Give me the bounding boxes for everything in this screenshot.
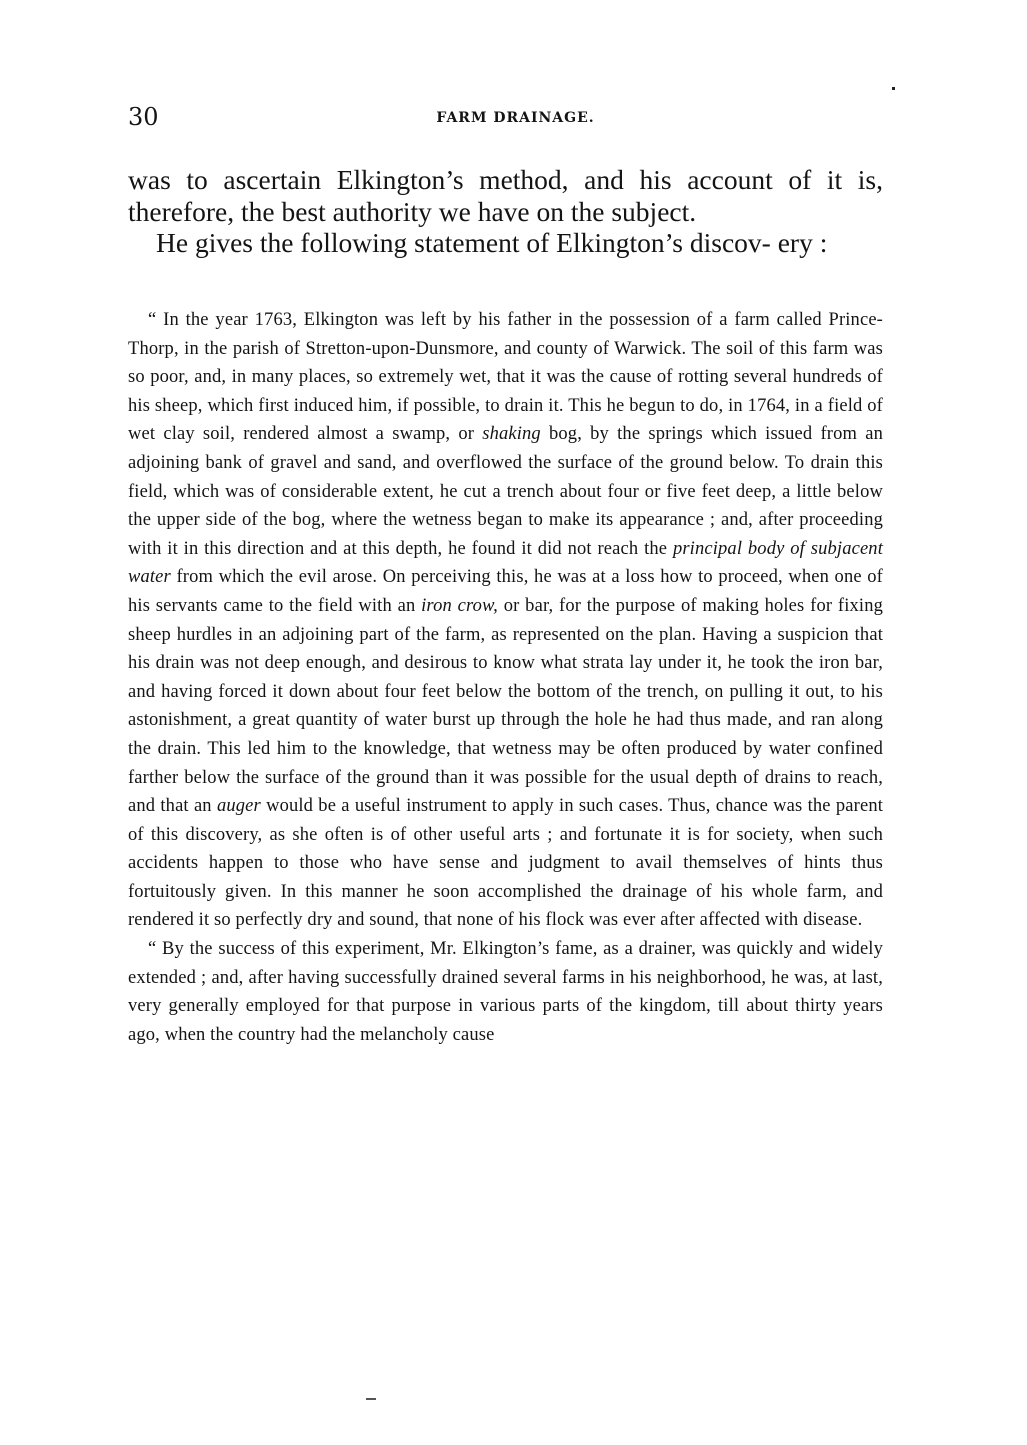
- page-header: [128, 100, 883, 134]
- quote-text: bog, by the springs which issued from an adjoining bank of gravel and sand, and overflowed the surface of the ground below. To drain this field, which was of considerable extent, he cut a trench about four or five feet deep, a little below the upper side of the bog, where the wetness began to make its appearance ; and, after proceeding with it in this direction and at this depth, he found it did not reach the: [128, 424, 883, 559]
- quote-text: “ In the year 1763, Elkington was left by his father in the possession of a farm called Prince-Thorp, in the parish of Stretton-upon-Dunsmore, and county of Warwick. The soil of this farm was so poor, and, in many places, so extremely wet, that it was the cause of rotting several hundreds of his sheep, which first induced him, if possible, to drain it. This he begun to do, in 1764, in a field of wet clay soil, rendered almost a swamp, or: [128, 310, 883, 445]
- print-speck: [892, 87, 895, 90]
- lead-text: [128, 164, 883, 259]
- lead-paragraph-1: was to ascertain Elkington’s method, and his account of it is, therefore, the best authority we have on the subject.: [128, 164, 883, 227]
- page-number: 30: [128, 103, 159, 131]
- block-quote: [128, 306, 883, 1049]
- quote-text: or bar, for the purpose of making holes for fixing sheep hurdles in an adjoining part of the farm, as represented on the plan. Having a suspicion that his drain was not deep enough, and desirous to know what strata lay under it, he took the iron bar, and having forced it down about four feet below the bottom of the trench, on pulling it out, to his astonishment, a great quantity of water burst up through the hole he had thus made, and ran along the drain. This led him to the knowledge, that wetness may be often produced by water confined farther below the surface of the ground than it was possible for the usual depth of drains to reach, and that an: [128, 595, 884, 817]
- running-title: FARM DRAINAGE.: [436, 110, 595, 126]
- quote-italic: shaking: [482, 424, 541, 445]
- quote-text: would be a useful instrument to apply in such cases. Thus, chance was the parent of this discovery, as she often is of other useful arts ; and fortunate it is for society, when such accidents happen to those who have sense and judgment to avail themselves of hints thus fortuitously given. In this manner he soon accomplished the drainage of his whole farm, and rendered it so perfectly dry and sound, that none of his flock was ever after affected with disease.: [128, 796, 884, 931]
- quote-italic: auger: [216, 796, 261, 817]
- lead-paragraph-2: He gives the following statement of Elkington’s discov- ery :: [156, 227, 828, 258]
- quote-text: from which the evil arose. On perceiving this, he was at a loss how to proceed, when one of his servants came to the field with an: [128, 567, 883, 616]
- quote-italic: iron crow,: [421, 595, 498, 616]
- quote-paragraph-1: [128, 306, 883, 935]
- quote-italic: principal body of subjacent water: [128, 538, 883, 588]
- print-mark: [366, 1398, 376, 1400]
- quote-paragraph-2: “ By the success of this experiment, Mr. Elkington’s fame, as a drainer, was quickly and widely extended ; and, after having successfully drained several farms in his neighborhood, he was, at last, very generally employed for that purpose in various parts of the kingdom, till about thirty years ago, when the country had the melancholy cause: [128, 939, 883, 1045]
